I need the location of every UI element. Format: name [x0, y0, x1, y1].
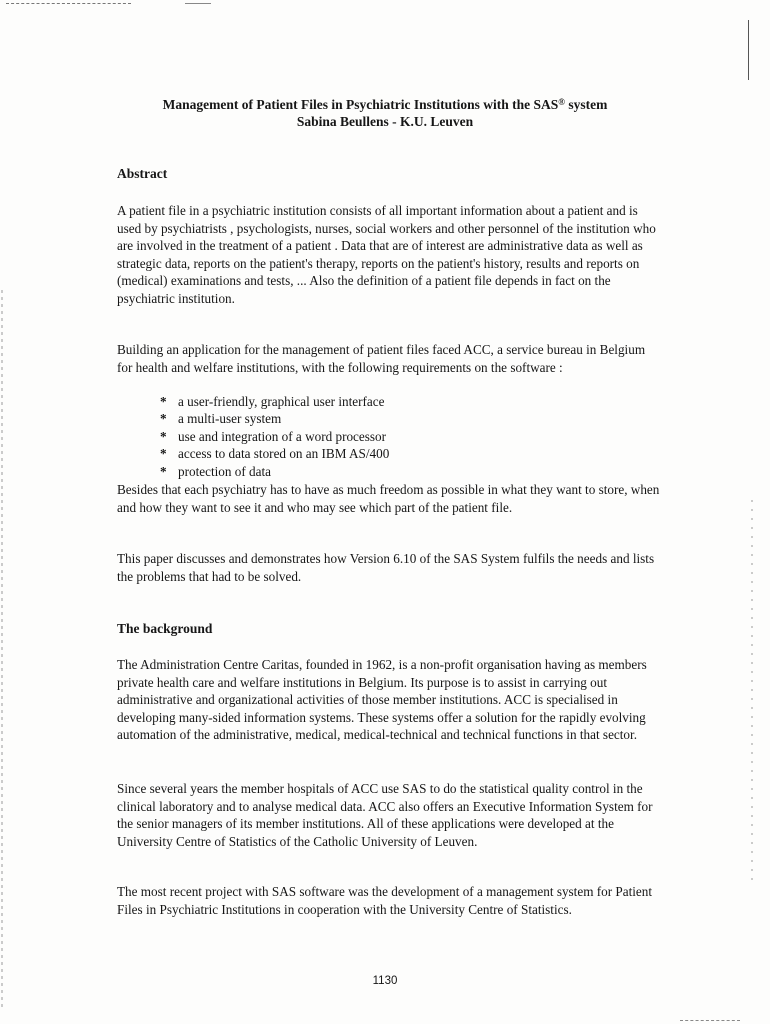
bullet-star-icon: *: [160, 411, 167, 427]
list-item: * use and integration of a word processor: [160, 428, 387, 444]
paper-title-block: [0, 96, 770, 130]
background-heading: The background: [117, 621, 213, 636]
scan-artifact-top-mid: [185, 3, 211, 4]
scan-artifact-right-edge: [748, 20, 749, 80]
list-item: * protection of data: [160, 463, 272, 479]
bullet-star-icon: *: [160, 446, 167, 462]
background-paragraph-3: The most recent project with SAS software was the development of a management system for Patient Files in Psychiatric Institutions in cooperation with the University Centre of Statistics.: [117, 884, 653, 917]
abstract-paragraph-4: This paper discusses and demonstrates how Version 6.10 of the SAS System fulfils the needs and lists the problems that had to be solved.: [117, 551, 655, 584]
list-item: * access to data stored on an IBM AS/400: [160, 446, 390, 462]
requirements-list: [160, 393, 560, 480]
page-number: 1130: [372, 975, 398, 987]
paper-title: Management of Patient Files in Psychiatric Institutions with the SAS® system: [162, 97, 608, 112]
abstract-paragraph-3: Besides that each psychiatry has to have as much freedom as possible in what they want to store, when and how they want to see it and who may see which part of the patient file.: [117, 482, 660, 515]
bullet-star-icon: *: [160, 394, 167, 409]
scan-artifact-top-left: [6, 3, 131, 4]
background-paragraph-1: The Administration Centre Caritas, founded in 1962, is a non-profit organisation having as members private health care and welfare institutions in Belgium. Its purpose is to assist in carrying out administrative and organizational activities of those member institutions. ACC is specialised in developing many-sided information systems. These systems offer a solution for the rapidly evolving automation of the administrative, medical, medical-technical and technical functions in that sector.: [117, 657, 647, 742]
bullet-star-icon: *: [160, 428, 167, 444]
scan-artifact-left-edge: [1, 290, 3, 1010]
author-line: Sabina Beullens - K.U. Leuven: [296, 114, 474, 129]
list-item: * a user-friendly, graphical user interface: [160, 394, 385, 409]
list-item: * a multi-user system: [160, 411, 282, 427]
scan-artifact-bottom: [680, 1020, 740, 1021]
bullet-star-icon: *: [160, 463, 167, 479]
registered-mark: ®: [558, 97, 565, 107]
abstract-paragraph-2: Building an application for the management of patient files faced ACC, a service bureau in Belgium for health and welfare institutions, with the following requirements on the software :: [117, 342, 646, 375]
background-paragraph-2: Since several years the member hospitals of ACC use SAS to do the statistical quality control in the clinical laboratory and to analyse medical data. ACC also offers an Executive Information System for the senior managers of its member institutions. All of these applications were developed at the University Centre of Statistics of the Catholic University of Leuven.: [117, 781, 653, 849]
abstract-heading: Abstract: [117, 166, 168, 181]
scan-artifact-right-dots: [751, 500, 753, 880]
abstract-paragraph-1: A patient file in a psychiatric institution consists of all important information about a patient and is used by psychiatrists , psychologists, nurses, social workers and other personnel of the institution who are involved in the treatment of a patient . Data that are of interest are administrative data as well as strategic data, reports on the patient's therapy, reports on the patient's history, results and reports on (medical) examinations and tests, ... Also the definition of a patient file depends in fact on the psychiatric institution.: [117, 203, 656, 306]
